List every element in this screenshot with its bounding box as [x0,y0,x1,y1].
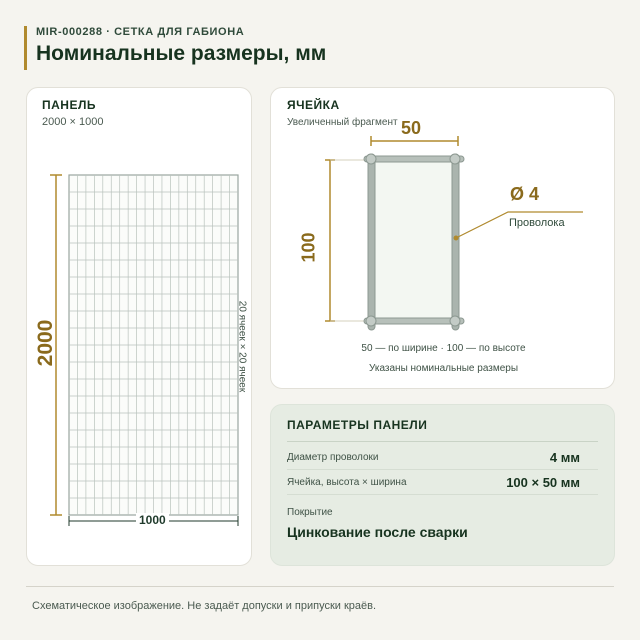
wire-left [368,154,375,330]
wire-right [452,154,459,330]
page-title: Номинальные размеры, мм [36,42,327,65]
param-label-cell-size: Ячейка, высота × ширина [287,477,407,488]
cell-inner-fill [375,161,453,319]
weld-joint-tr [450,154,460,164]
panel-card [26,87,252,566]
params-divider-2 [287,494,598,495]
panel-mesh-grid [69,175,238,515]
footer-divider [26,586,614,587]
param-label-wire-diameter: Диаметр проволоки [287,452,379,463]
wire-callout-dot [454,236,459,241]
panel-grid-note: 20 ячеек × 20 ячеек [236,300,248,393]
footer-note: Схематическое изображение. Не задаёт допуски и припуски краёв. [32,600,377,612]
params-heading: ПАРАМЕТРЫ ПАНЕЛИ [287,418,428,432]
param-value-cell-size: 100 × 50 мм [506,475,580,490]
panel-height-label: 2000 [34,319,57,367]
product-code: MIR-000288 · СЕТКА ДЛЯ ГАБИОНА [36,26,245,38]
param-value-wire-diameter: 4 мм [549,450,580,465]
cell-heading: ЯЧЕЙКА [287,98,340,112]
weld-joint-br [450,316,460,326]
cell-card [270,87,615,389]
wire-diameter-label: Ø 4 [510,184,540,204]
wire-bottom [364,318,464,324]
panel-width-label: 1000 [136,513,169,527]
weld-joint-bl [366,316,376,326]
panel-heading: ПАНЕЛЬ [42,98,97,112]
header-accent-bar [24,26,27,70]
cell-note-dimensions: 50 — по ширине · 100 — по высоте [361,343,526,354]
cell-height-label: 100 [298,232,319,263]
cell-note-nominal: Указаны номинальные размеры [368,363,519,374]
cell-subtitle: Увеличенный фрагмент [287,117,398,128]
param-label-coating: Покрытие [287,507,333,518]
param-value-coating: Цинкование после сварки [287,524,468,540]
params-divider-top [287,441,598,442]
wire-top [364,156,464,162]
wire-label: Проволока [509,217,565,229]
params-divider-1 [287,469,598,470]
panel-drawing [27,88,253,567]
cell-width-label: 50 [401,118,422,138]
weld-joint-tl [366,154,376,164]
params-card [270,404,615,566]
panel-size: 2000 × 1000 [42,116,104,128]
